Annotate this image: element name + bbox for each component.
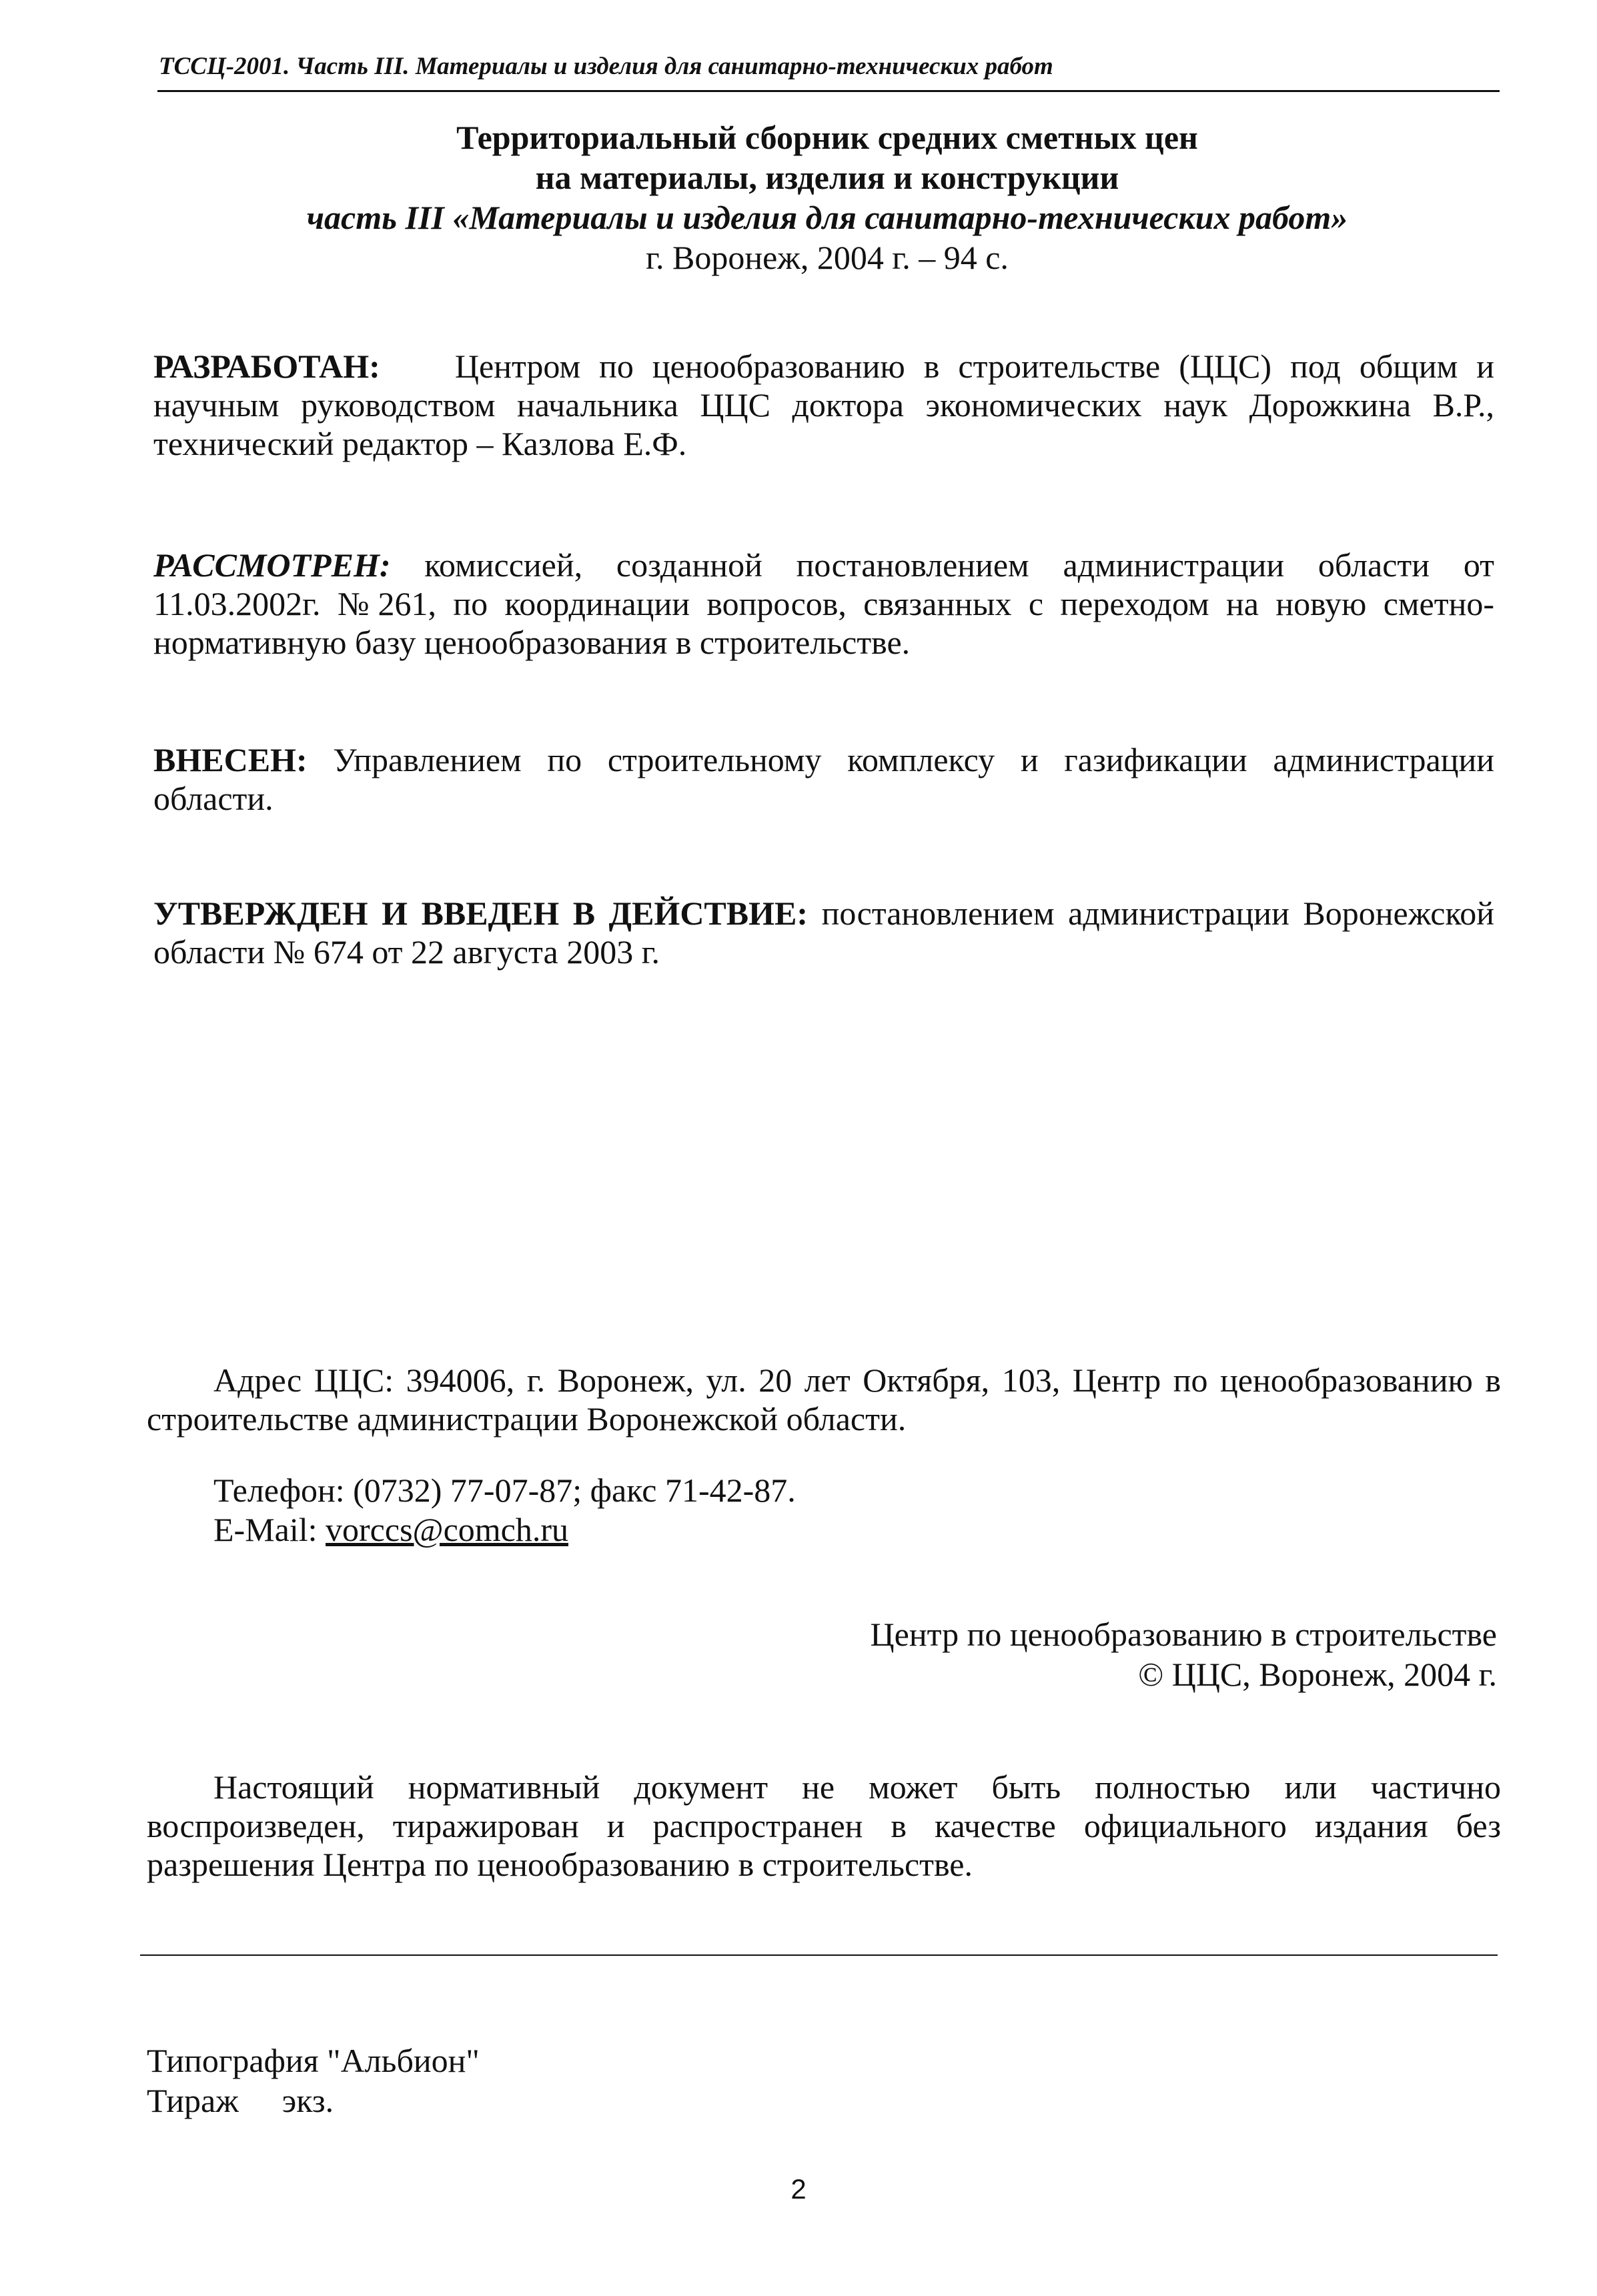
approved-text: постановлением администрации Воронежской области № 674 от 22 августа 2003 г. (153, 895, 1495, 971)
header-rule (157, 90, 1500, 92)
section-divider (140, 1954, 1498, 1956)
copyright-line-1: Центр по ценообразованию в строительстве (870, 1616, 1497, 1653)
title-line-4: г. Воронеж, 2004 г. – 94 с. (646, 239, 1009, 276)
reviewed-paragraph (153, 546, 1494, 662)
printer-line: Типография "Альбион" (147, 2042, 480, 2079)
circulation-label: Тираж (147, 2082, 239, 2119)
circulation-unit: экз. (282, 2082, 334, 2119)
title-line-1: Территориальный сборник средних сметных цен (456, 119, 1198, 156)
address-paragraph: Адрес ЦЦС: 394006, г. Воронеж, ул. 20 лет Октября, 103, Центр по ценообразованию в строительстве администрации Воронежской области. (147, 1361, 1501, 1438)
introduced-text: Управлением по строительному комплексу и газификации администрации области. (153, 741, 1494, 817)
reviewed-label: РАССМОТРЕН: (153, 546, 391, 584)
approved-paragraph (153, 894, 1494, 971)
circulation-line (147, 2081, 334, 2120)
email-line (213, 1510, 568, 1549)
introduced-paragraph (153, 740, 1494, 818)
running-header: ТССЦ-2001. Часть III. Материалы и изделия для санитарно-технических работ (159, 53, 1053, 80)
developed-label: РАЗРАБОТАН: (153, 348, 380, 385)
page-number: 2 (790, 2173, 807, 2205)
copyright-block (871, 1614, 1497, 1694)
notice-paragraph: Настоящий нормативный документ не может быть полностью или частично воспроизведен, тиражирован и распространен в качестве официального издания без разрешения Центра по ценообразованию в строительстве. (147, 1768, 1501, 1883)
title-line-2: на материалы, изделия и конструкции (535, 159, 1119, 196)
developed-paragraph (153, 347, 1494, 463)
developed-text: Центром по ценообразованию в строительстве (ЦЦС) под общим и научным руководством начальника ЦЦС доктора экономических наук Дорожкина В.Р., технический редактор – Казлова Е.Ф. (153, 348, 1494, 462)
phone-line: Телефон: (0732) 77-07-87; факс 71-42-87. (213, 1472, 796, 1509)
approved-label: УТВЕРЖДЕН И ВВЕДЕН В ДЕЙСТВИЕ: (153, 895, 809, 932)
title-line-3: часть III «Материалы и изделия для санитарно-технических работ» (306, 199, 1348, 236)
email-label: E-Mail: (213, 1511, 318, 1548)
document-title-block (153, 117, 1501, 277)
email-link[interactable]: vorccs@comch.ru (326, 1511, 568, 1548)
reviewed-text: комиссией, созданной постановлением администрации области от 11.03.2002г. №261, по координации вопросов, связанных с переходом на новую сметно-нормативную базу ценообразования в строительстве. (153, 546, 1495, 661)
introduced-label: ВНЕСЕН: (153, 741, 308, 778)
copyright-line-2: © ЦЦС, Воронеж, 2004 г. (1138, 1656, 1497, 1693)
